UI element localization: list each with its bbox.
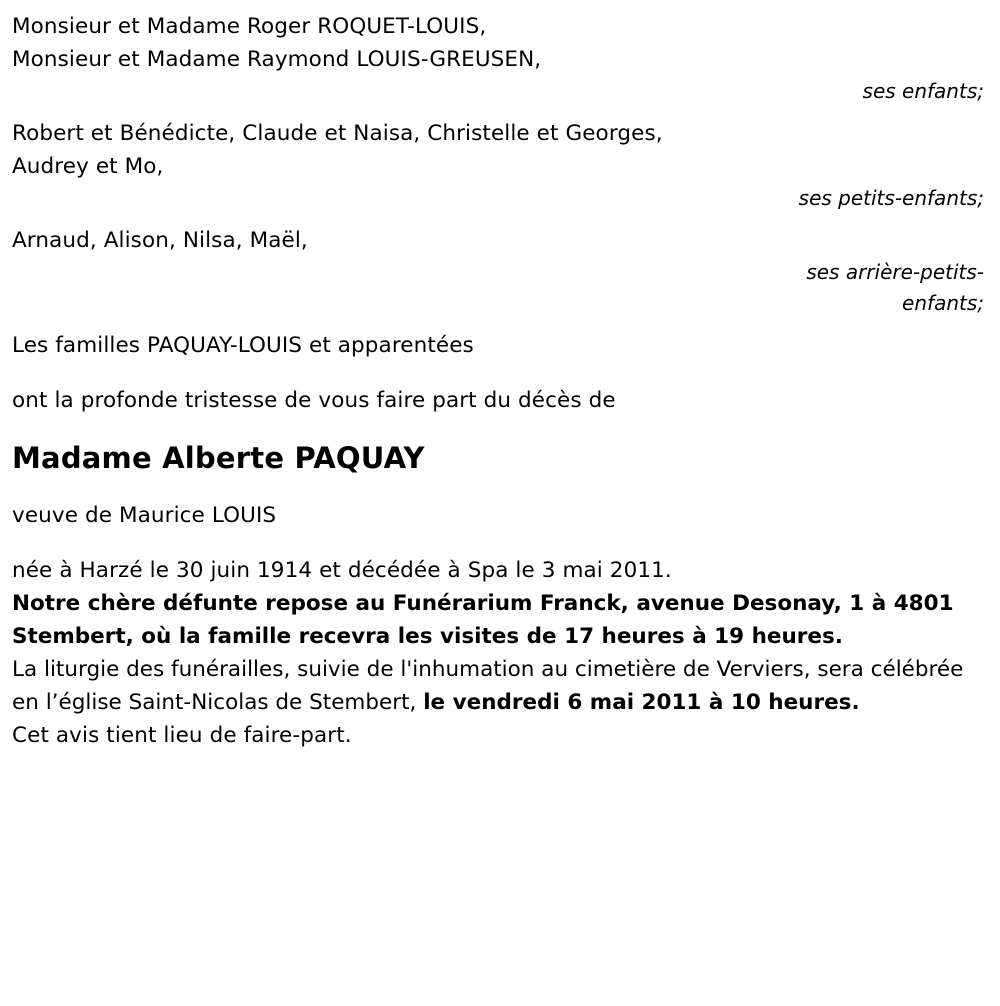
spacer-5 — [12, 417, 988, 439]
spouse-line: veuve de Maurice LOUIS — [12, 503, 277, 528]
grandchildren-line-1: Robert et Bénédicte, Claude et Naisa, Christelle et Georges, — [12, 121, 663, 146]
closing-line: Cet avis tient lieu de faire-part. — [12, 723, 352, 748]
spacer-6 — [12, 477, 988, 499]
liturgy-text: La liturgie des funérailles, suivie de l'inhumation au cimetière de Verviers, sera célébrée en l’église Saint-Nicolas de Stembert, — [12, 657, 971, 715]
note-children: ses enfants; — [862, 79, 984, 103]
spacer-3 — [12, 319, 988, 329]
funeral-home-info: Notre chère défunte repose au Funérarium Franck, avenue Desonay, 1 à 4801 Stembert, où la famille recevra les visites de 17 heures à 19 heures. — [12, 591, 962, 649]
spacer-2 — [12, 214, 988, 224]
note-great-grandchildren — [12, 257, 988, 319]
spacer-1 — [12, 107, 988, 117]
birth-death-line: née à Harzé le 30 juin 1914 et décédée à Spa le 3 mai 2011. — [12, 558, 672, 583]
family-line-1: Monsieur et Madame Roger ROQUET-LOUIS, — [12, 14, 487, 39]
families-line: Les familles PAQUAY-LOUIS et apparentées — [12, 333, 474, 358]
spacer-4 — [12, 362, 988, 384]
grandchildren-line-2: Audrey et Mo, — [12, 154, 164, 179]
great-grandchildren-line-1: Arnaud, Alison, Nilsa, Maël, — [12, 228, 308, 253]
note-great-grandchildren-line-1: ses arrière-petits- — [806, 260, 984, 284]
spacer-7 — [12, 532, 988, 554]
liturgy-date: le vendredi 6 mai 2011 à 10 heures. — [423, 690, 860, 715]
deceased-name: Madame Alberte PAQUAY — [12, 441, 425, 475]
note-great-grandchildren-line-2: enfants; — [902, 291, 984, 315]
liturgy-info — [12, 653, 988, 719]
note-grandchildren: ses petits-enfants; — [798, 186, 984, 210]
announcement-line: ont la profonde tristesse de vous faire part du décès de — [12, 388, 616, 413]
family-line-2: Monsieur et Madame Raymond LOUIS-GREUSEN, — [12, 47, 542, 72]
